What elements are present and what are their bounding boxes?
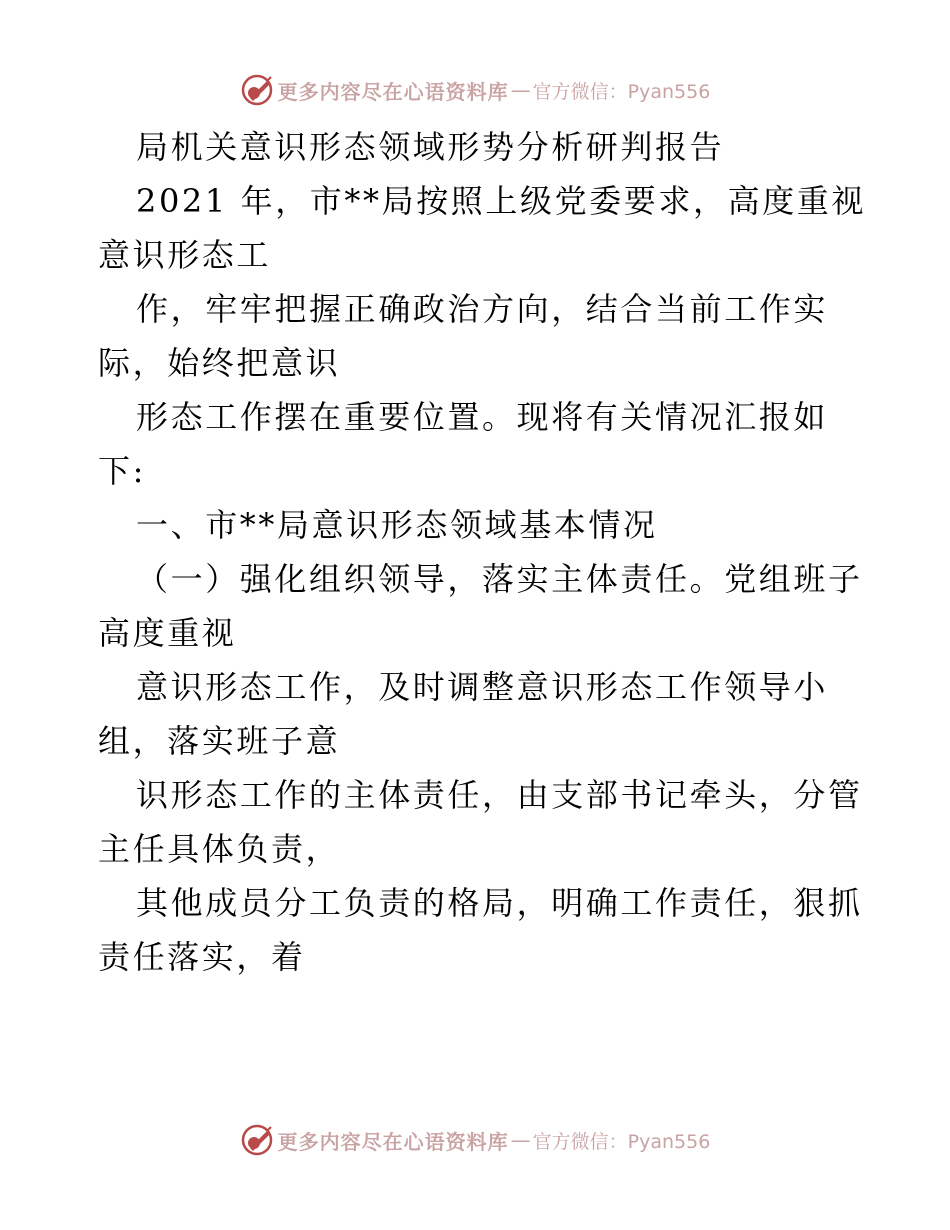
footer-watermark [0,1120,950,1160]
document-line: 际，始终把意识 [98,344,341,382]
document-body [98,120,867,984]
document-line: 意识形态工 [98,236,272,274]
document-line: 识形态工作的主体责任，由支部书记牵头，分管 [136,776,863,814]
document-line: 作，牢牢把握正确政治方向，结合当前工作实 [136,290,829,328]
document-line: 下: [98,452,146,490]
document-line: 2021 年，市**局按照上级党委要求，高度重视 [136,182,867,220]
watermark-contact: 官方微信：Pyan556 [532,1130,711,1153]
watermark-main-text: 更多内容尽在心语资料库 [277,1129,509,1154]
pen-logo-icon [240,73,274,107]
watermark-contact: 官方微信：Pyan556 [532,80,711,103]
document-line: 其他成员分工负责的格局，明确工作责任，狠抓 [136,884,863,922]
document-line: 组，落实班子意 [98,722,341,760]
document-line: 责任落实，着 [98,938,306,976]
document-title: 局机关意识形态领域形势分析研判报告 [136,128,725,166]
document-line: 高度重视 [98,614,237,652]
document-line: 主任具体负责， [98,830,341,868]
watermark-separator: — [510,78,531,102]
document-line: （一）强化组织领导，落实主体责任。党组班子 [136,560,863,598]
document-line: 意识形态工作，及时调整意识形态工作领导小 [136,668,829,706]
document-line: 一、市**局意识形态领域基本情况 [136,506,658,544]
header-watermark [0,70,950,110]
watermark-main-text: 更多内容尽在心语资料库 [277,79,509,104]
pen-logo-icon [240,1123,274,1157]
watermark-separator: — [510,1128,531,1152]
document-line: 形态工作摆在重要位置。现将有关情况汇报如 [136,398,829,436]
